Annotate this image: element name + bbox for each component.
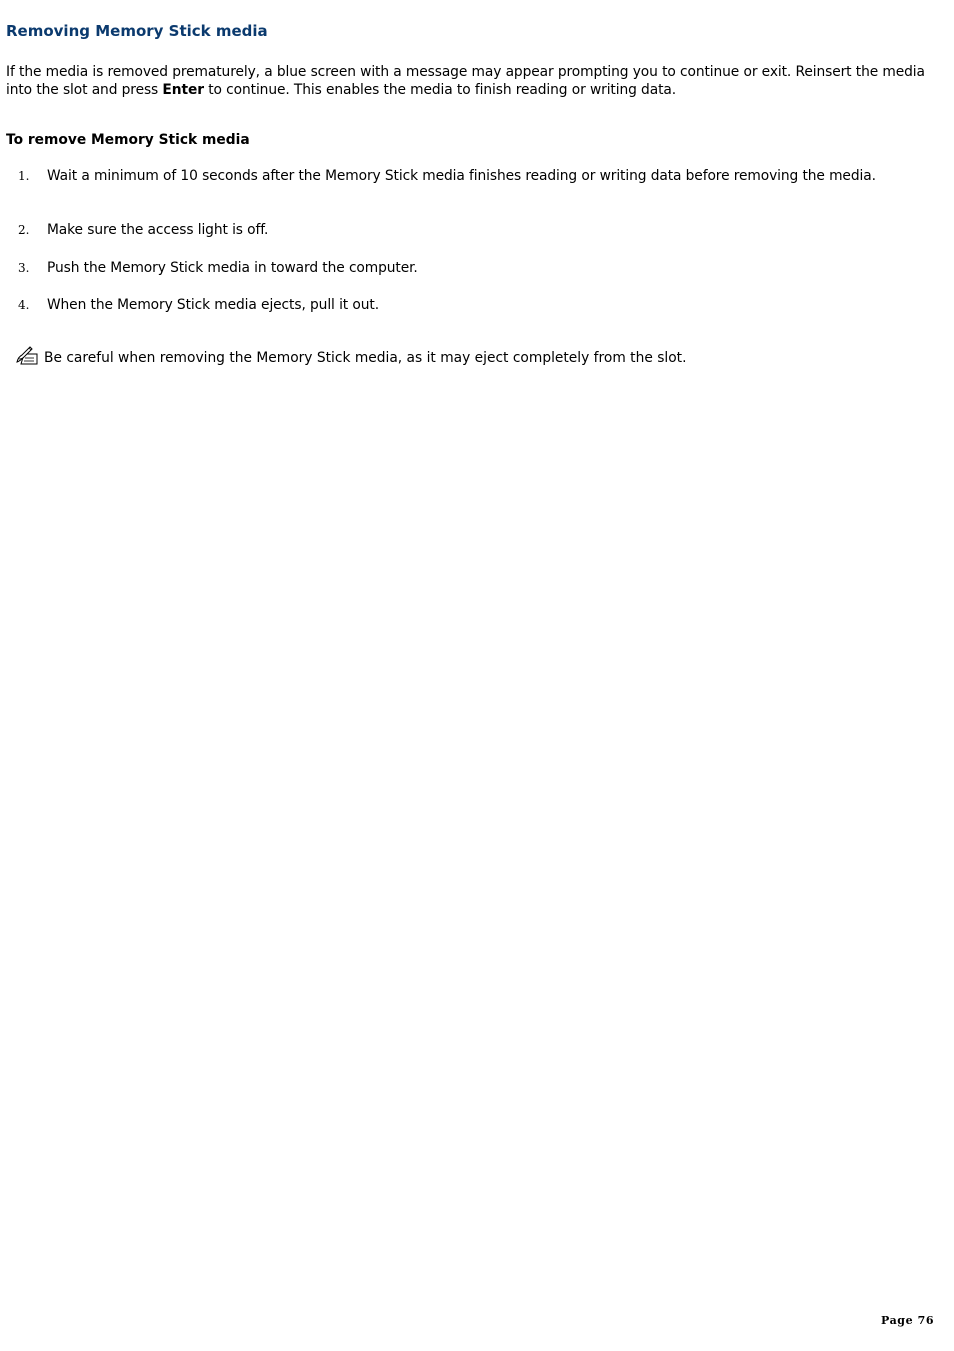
step-number: 3.	[18, 261, 30, 275]
intro-key-name: Enter	[162, 81, 204, 98]
step-number: 2.	[18, 223, 30, 237]
procedure-heading: To remove Memory Stick media	[6, 132, 250, 148]
step-text: Push the Memory Stick media in toward the computer.	[47, 260, 418, 276]
intro-text-after: to continue. This enables the media to finish reading or writing data.	[203, 81, 677, 98]
step-text: Make sure the access light is off.	[47, 222, 269, 238]
step-number: 4.	[18, 298, 30, 312]
page-title: Removing Memory Stick media	[6, 22, 268, 40]
page-number: Page 76	[881, 1314, 935, 1327]
step-text: Wait a minimum of 10 seconds after the Memory Stick media finishes reading or writing data before removing the media.	[47, 168, 876, 184]
note-pen-icon	[15, 345, 41, 365]
step-number: 1.	[18, 169, 30, 183]
step-text: When the Memory Stick media ejects, pull it out.	[47, 297, 379, 313]
note	[15, 345, 945, 368]
note-text: Be careful when removing the Memory Stick media, as it may eject completely from the slot.	[44, 350, 687, 366]
intro-text-before: If the media is removed prematurely, a blue screen with a message may appear prompting you to continue or exit. Reinsert the media into the slot and press	[6, 64, 925, 98]
intro-paragraph	[6, 64, 950, 99]
